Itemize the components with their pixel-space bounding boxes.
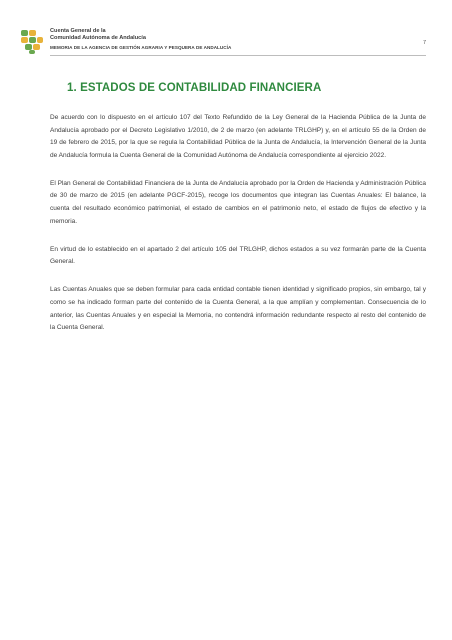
organization-name (50, 28, 146, 41)
org-name-line2: Comunidad Autónoma de Andalucía (50, 34, 146, 41)
section-title: 1. ESTADOS DE CONTABILIDAD FINANCIERA (67, 82, 322, 94)
paragraph: El Plan General de Contabilidad Financiera de la Junta de Andalucía aprobado por la Orden de Hacienda y Administración Pública de 30 de marzo de 2015 (en adelante PGCF-2015), recoge los documentos que integran las Cuentas Anuales: El balance, la cuenta del resultado económico patrimonial, el estado de cambios en el patrimonio neto, el estado de flujos de efectivo y la memoria. (50, 179, 426, 225)
header-subtitle: MEMORIA DE LA AGENCIA DE GESTIÓN AGRARIA Y PESQUERA DE ANDALUCÍA (50, 45, 232, 50)
junta-andalucia-logo-icon (20, 29, 44, 55)
section-body (50, 112, 426, 350)
header-divider (50, 55, 426, 56)
paragraph: En virtud de lo establecido en el apartado 2 del artículo 105 del TRLGHP, dichos estados a su vez formarán parte de la Cuenta General. (50, 245, 426, 266)
org-name-line1: Cuenta General de la (50, 28, 106, 34)
paragraph: De acuerdo con lo dispuesto en el artículo 107 del Texto Refundido de la Ley General de la Hacienda Pública de la Junta de Andalucía aprobado por el Decreto Legislativo 1/2010, de 2 de marzo (en adelante TRLGHP) y, en el artículo 55 de la Orden de 19 de febrero de 2015, por la que se regula la Contabilidad Pública de la Junta de Andalucía, la Intervención General de la Junta de Andalucía formula la Cuenta General de la Comunidad Autónoma de Andalucía correspondiente al ejercicio 2022. (50, 114, 426, 159)
paragraph: Las Cuentas Anuales que se deben formular para cada entidad contable tienen identidad y significado propios, sin embargo, tal y como se ha indicado forman parte del contenido de la Cuenta General, a la que amplían y complementan. Consecuencia de lo anterior, las Cuentas Anuales y en especial la Memoria, no contendrá información redundante respecto al resto del contenido de la Cuenta General. (50, 286, 426, 332)
page-number: 7 (422, 40, 426, 46)
